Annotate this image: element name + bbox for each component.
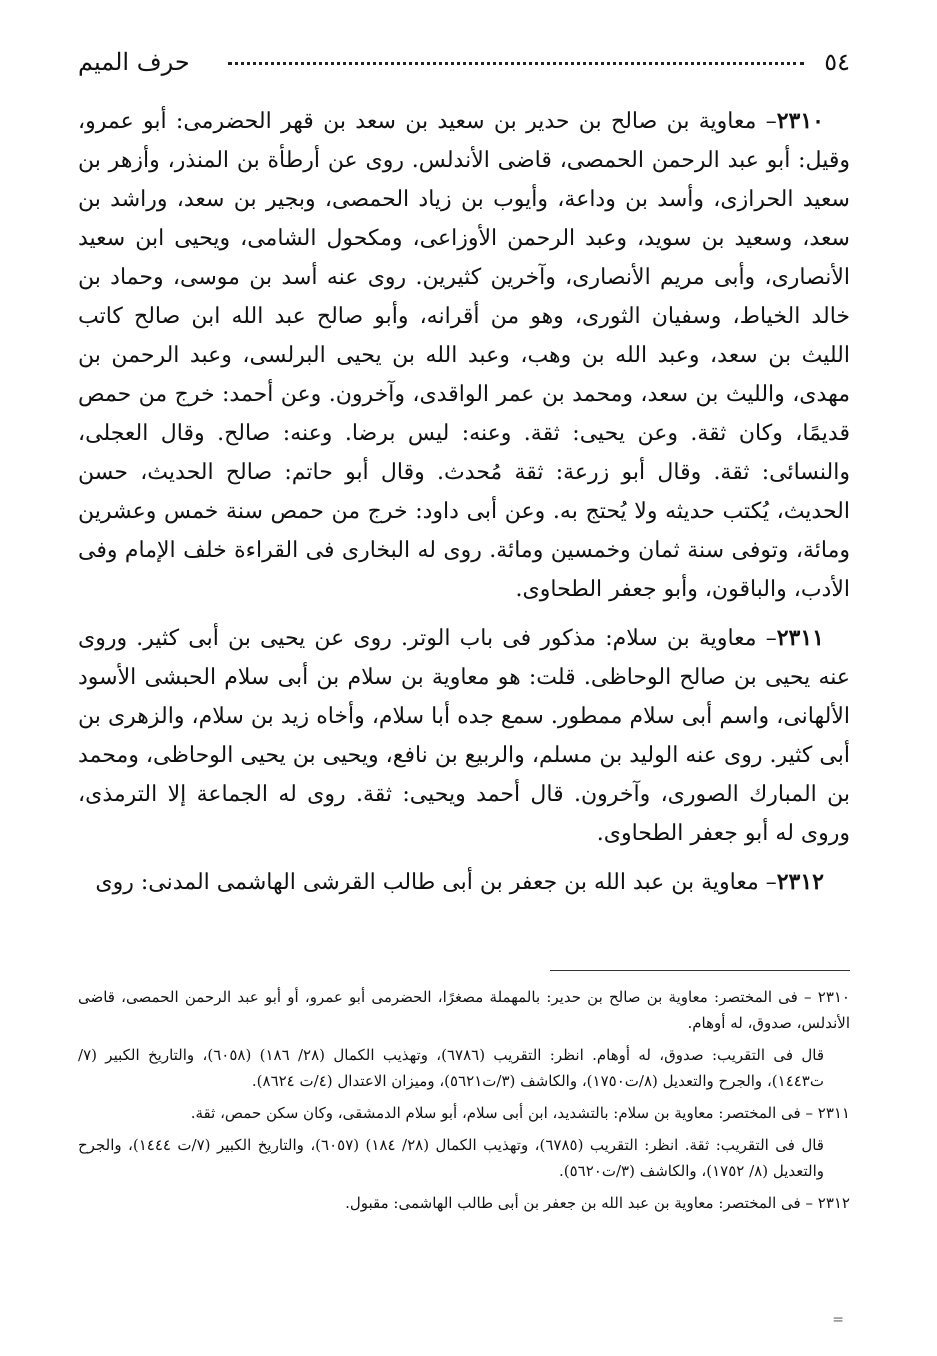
footnote-detail: قال فى التقريب: صدوق، له أوهام. انظر: التقريب (٦٧٨٦)، وتهذيب الكمال (٢٨/ ١٨٦) (٦٠٥٨)، والتاريخ الكبير (٧/ت١٤٤٣)، والجرح والتعديل (٨/ت١٧٥٠)، والكاشف (٣/ت٥٦٢١)، وميزان الاعتدال (٤/ت ٨٦٢٤).	[78, 1046, 825, 1090]
footnote-separator	[550, 970, 850, 971]
footnote-detail: قال فى التقريب: ثقة. انظر: التقريب (٦٧٨٥)، وتهذيب الكمال (٢٨/ ١٨٤) (٦٠٥٧)، والتاريخ الكبير (٧/ت ١٤٤٤)، والجرح والتعديل (٨/ ١٧٥٢)، والكاشف (٣/ت٥٦٢٠).	[78, 1136, 824, 1180]
footnotes	[78, 984, 850, 1222]
page-header	[78, 40, 850, 84]
entry	[78, 102, 850, 609]
entry-text: معاوية بن صالح بن حدير بن سعيد بن سعد بن قهر الحضرمى: أبو عمرو، وقيل: أبو عبد الرحمن الحمصى، قاضى الأندلس. روى عن أرطأة بن المنذر، وأزهر بن سعيد الحرازى، وأسد بن وداعة، وأيوب بن زياد الحمصى، وبجير بن سعد، وراشد بن سعد، وسعيد بن سويد، وعبد الرحمن الأوزاعى، ومكحول الشامى، ويحيى ابن سعيد الأنصارى، وأبى مريم الأنصارى، وآخرين كثيرين. روى عنه أسد بن موسى، وحماد بن خالد الخياط، وسفيان الثورى، وهو من أقرانه، وأبو صالح عبد الله ابن صالح كاتب الليث بن سعد، وعبد الله بن وهب، وعبد الله بن يحيى البرلسى، وعبد الرحمن بن مهدى، والليث بن سعد، ومحمد بن عمر الواقدى، وآخرون. وعن أحمد: خرج من حمص قديمًا، وكان ثقة. وعن يحيى: ثقة. وعنه: ليس برضا. وعنه: صالح. وقال العجلى، والنسائى: ثقة. وقال أبو زرعة: ثقة مُحدث. وقال أبو حاتم: صالح الحديث، حسن الحديث، يُكتب حديثه ولا يُحتج به. وعن أبى داود: خرج من حمص سنة خمس وعشرين ومائة، وتوفى سنة ثمان وخمسين ومائة. روى له البخارى فى القراءة خلف الإمام وفى الأدب، والباقون، وأبو جعفر الطحاوى.	[78, 109, 850, 602]
entry-dash: –	[756, 626, 777, 651]
chapter-title: حرف الميم	[78, 48, 190, 76]
entry-text: معاوية بن سلام: مذكور فى باب الوتر. روى عن يحيى بن أبى كثير. وروى عنه يحيى بن صالح الوحاظى. قلت: هو معاوية بن سلام بن أبى سلام الحبشى الأسود الألهانى، واسم أبى سلام ممطور. سمع جده أبا سلام، وأخاه زيد بن سلام، والزهرى بن أبى كثير. روى عنه الوليد بن مسلم، والربيع بن نافع، ويحيى بن يحيى الوحاظى، ومحمد بن المبارك الصورى، وآخرون. قال أحمد ويحيى: ثقة. روى له الجماعة إلا الترمذى، وروى له أبو جعفر الطحاوى.	[78, 626, 851, 846]
entry	[78, 863, 850, 902]
entry-number: ٢٣١٠	[776, 108, 824, 134]
footnote: ٢٣١٢ – فى المختصر: معاوية بن عبد الله بن جعفر بن أبى طالب الهاشمى: مقبول.	[345, 1194, 850, 1212]
entry-number: ٢٣١١	[776, 625, 824, 651]
entry	[78, 619, 850, 853]
entry-dash: –	[756, 109, 777, 134]
page-number: ٥٤	[824, 48, 850, 76]
bottom-marker: =	[832, 1312, 844, 1328]
footnote: ٢٣١١ – فى المختصر: معاوية بن سلام: بالتشديد، ابن أبى سلام، أبو سلام الدمشقى، وكان سكن حمص، ثقة.	[190, 1104, 850, 1122]
entry-number: ٢٣١٢	[776, 869, 824, 895]
header-dotted-leader	[228, 62, 804, 65]
entries-body	[78, 102, 850, 912]
entry-text: معاوية بن عبد الله بن جعفر بن أبى طالب القرشى الهاشمى المدنى: روى	[95, 870, 759, 895]
entry-dash: –	[758, 870, 777, 895]
footnote: ٢٣١٠ – فى المختصر: معاوية بن صالح بن حدير: بالمهملة مصغرًا، الحضرمى أبو عمرو، أو أبو عبد الرحمن الحمصى، قاضى الأندلس، صدوق، له أوهام.	[78, 988, 850, 1032]
document-page	[78, 40, 850, 1330]
